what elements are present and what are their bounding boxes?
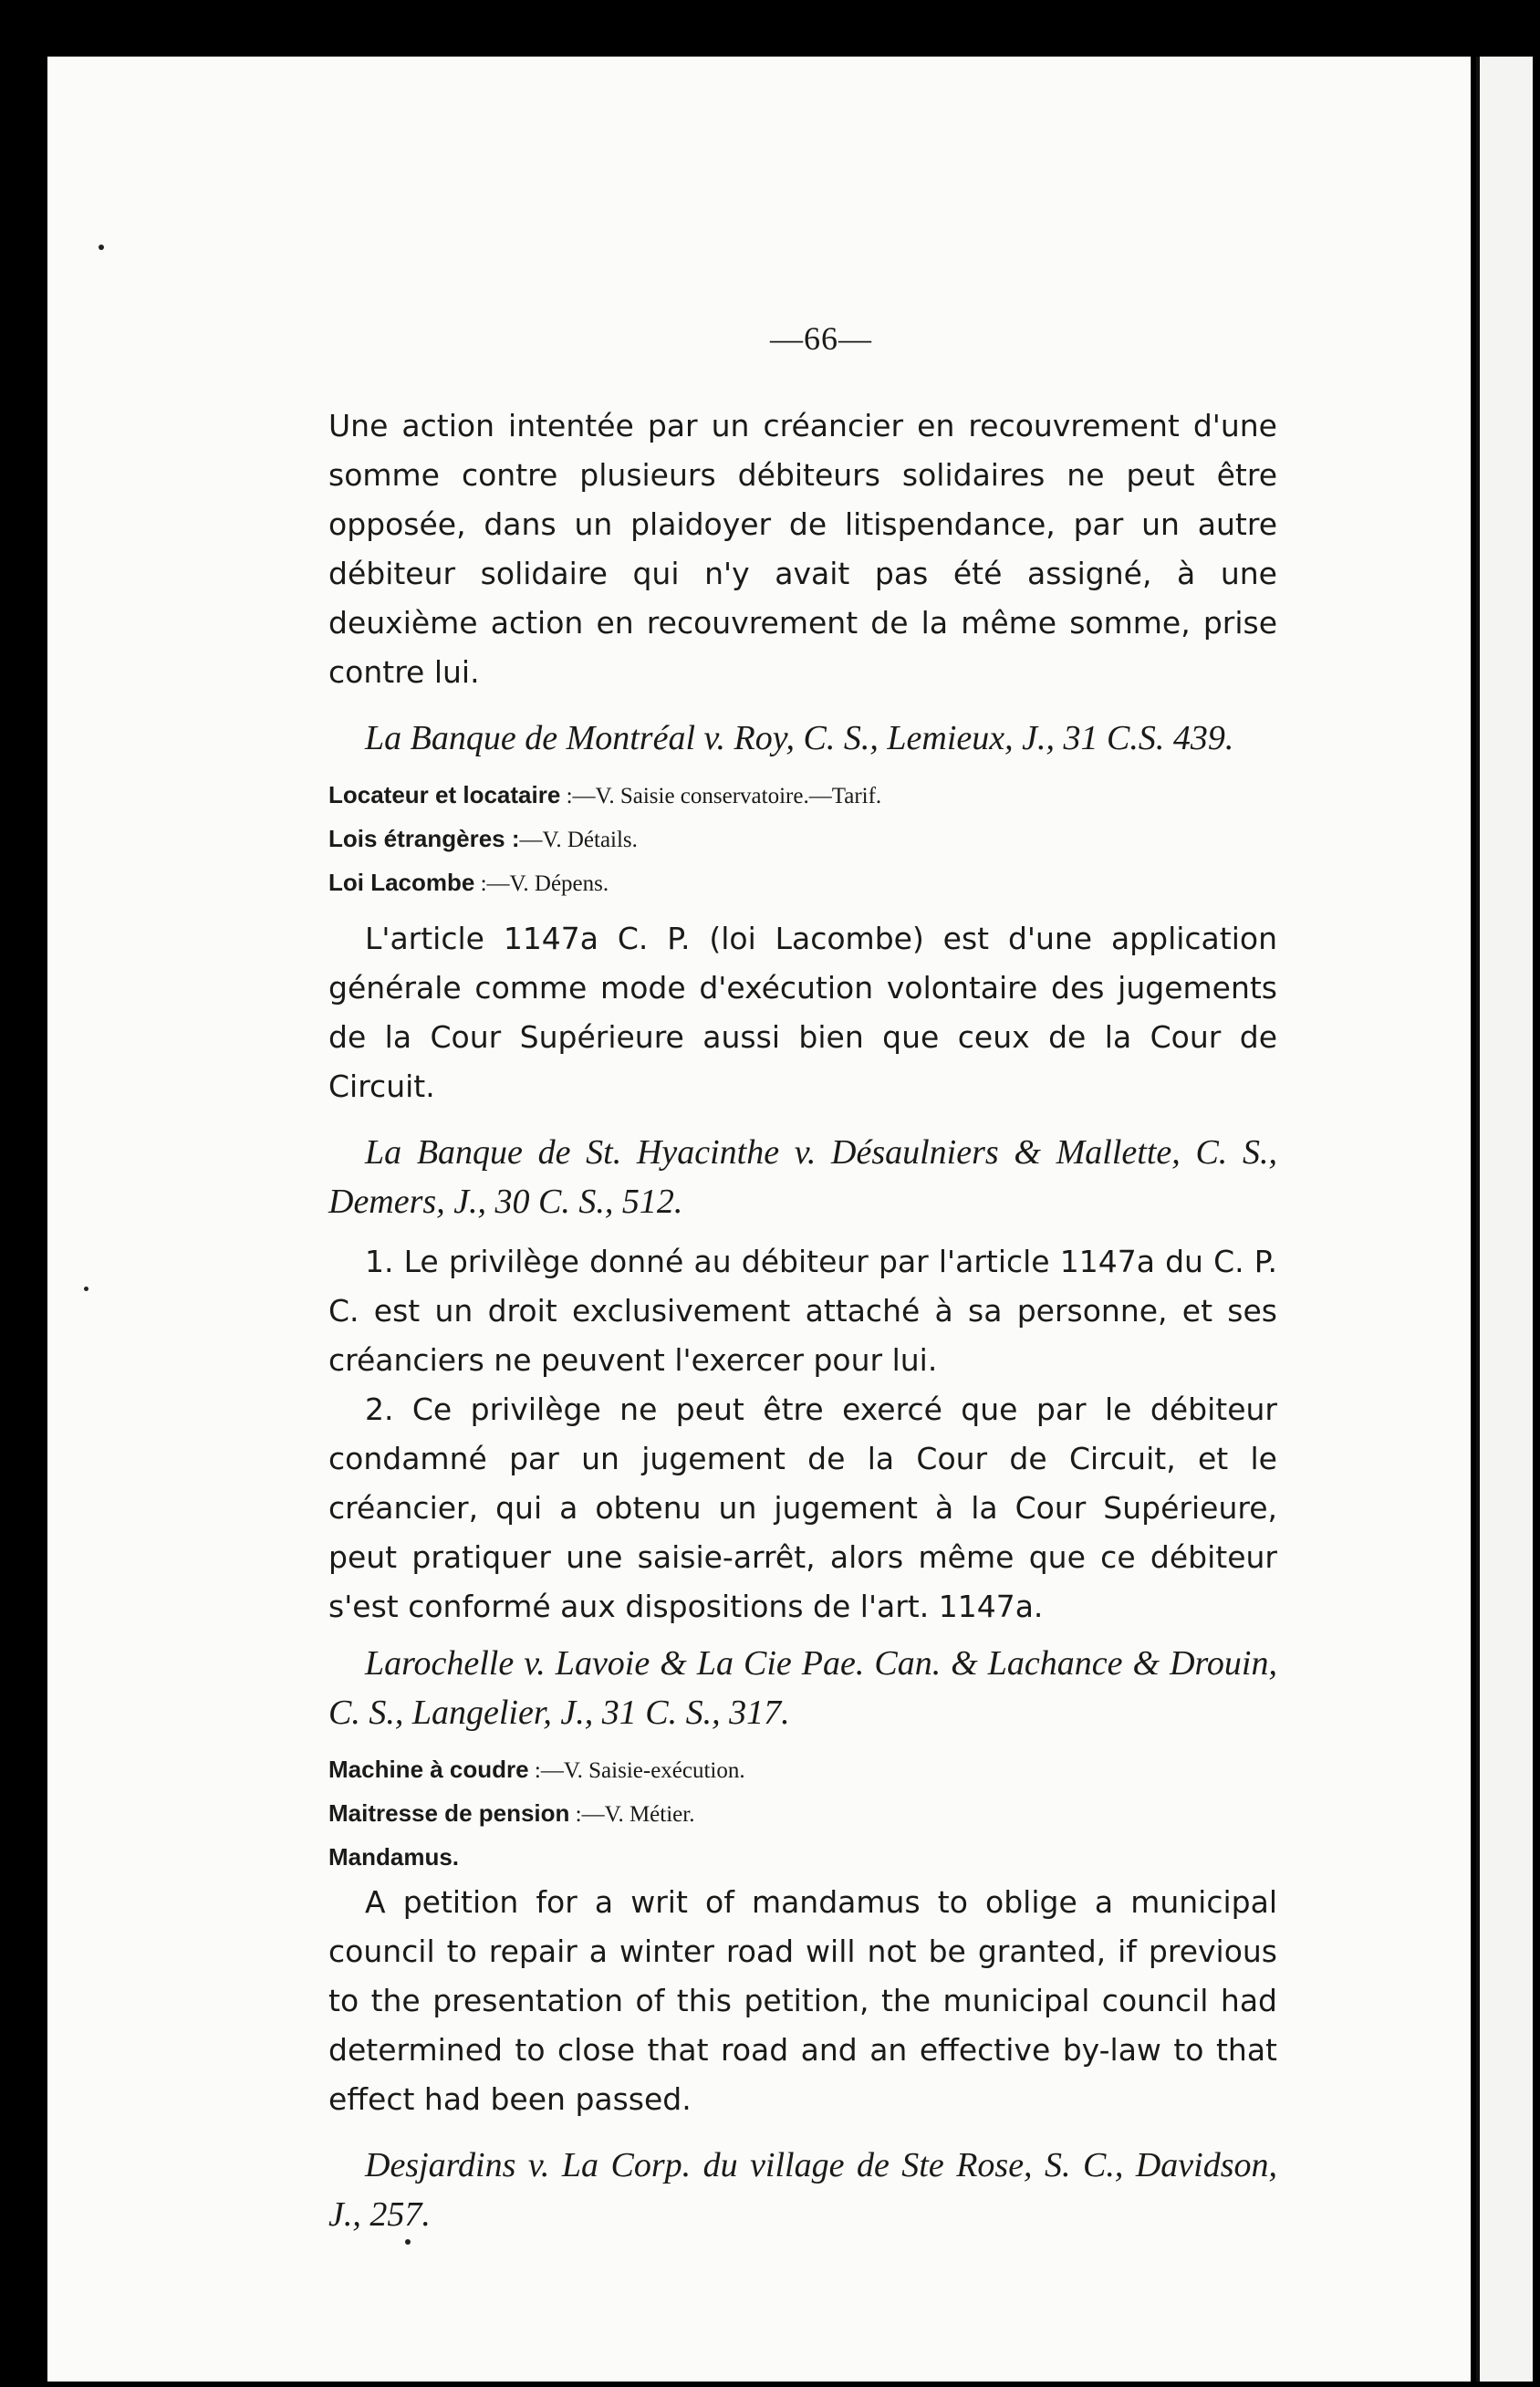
crossref-text: :—V. Saisie conservatoire.—Tarif.: [560, 784, 882, 808]
page-content: [328, 319, 1277, 2250]
citation-larochelle: Larochelle v. Lavoie & La Cie Pae. Can. & Lachance & Drouin, C. S., Langelier, J., 31 C. S., 317.: [328, 1644, 1277, 1732]
crossref-loi-lacombe: [328, 861, 1277, 905]
citation-banque-montreal: La Banque de Montréal v. Roy, C. S., Lemieux, J., 31 C.S. 439.: [365, 719, 1234, 757]
crossref-heading: Loi Lacombe: [328, 869, 475, 896]
page-number: —66—: [770, 320, 872, 357]
crossref-lois-etrangeres: [328, 818, 1277, 861]
crossref-maitresse-de-pension: [328, 1792, 1277, 1836]
numbered-item-2: 2. Ce privilège ne peut être exercé que par le débiteur condamné par un jugement de la Cour de Circuit, et le créancier, qui a obtenu un jugement à la Cour Supérieure, peut pratiquer une saisie-arrêt, alors même que ce débiteur s'est conformé aux dispositions de l'art. 1147a.: [328, 1392, 1277, 1624]
numbered-item-1: 1. Le privilège donné au débiteur par l'article 1147a du C. P. C. est un droit exclusivement attaché à sa personne, et ses créanciers ne peuvent l'exercer pour lui.: [328, 1244, 1277, 1378]
crossref-locateur: [328, 774, 1277, 818]
speck: [99, 245, 104, 250]
crossref-text: :—V. Dépens.: [474, 871, 609, 896]
paragraph-loi-lacombe: L'article 1147a C. P. (loi Lacombe) est d'une application générale comme mode d'exécution volontaire des jugements de la Cour Supérieure aussi bien que ceux de la Cour de Circuit.: [328, 921, 1277, 1104]
citation-banque-st-hyacinthe: La Banque de St. Hyacinthe v. Désaulniers & Mallette, C. S., Demers, J., 30 C. S., 512.: [328, 1133, 1277, 1221]
crossref-heading: Maitresse de pension: [328, 1799, 570, 1827]
speck: [84, 1287, 88, 1291]
adjacent-page-edge: [1476, 57, 1533, 2382]
crossref-text: :—V. Métier.: [569, 1802, 695, 1827]
crossref-machine-a-coudre: [328, 1748, 1277, 1792]
paragraph-mandamus: A petition for a writ of mandamus to oblige a municipal council to repair a winter road will not be granted, if previous to the presentation of this petition, the municipal council had determined to close that road and an effective by-law to that effect had been passed.: [328, 1884, 1277, 2117]
section-heading-mandamus: Mandamus.: [328, 1843, 460, 1871]
paragraph-litispendance: Une action intentée par un créancier en recouvrement d'une somme contre plusieurs débiteurs solidaires ne peut être opposée, dans un plaidoyer de litispendance, par un autre débiteur solidaire qui n'y avait pas été assigné, à une deuxième action en recouvrement de la même somme, prise contre lui.: [328, 408, 1277, 690]
crossref-heading: Locateur et locataire: [328, 781, 561, 808]
crossref-text: —V. Détails.: [519, 828, 638, 852]
crossref-text: :—V. Saisie-exécution.: [528, 1758, 745, 1783]
crossref-heading: Machine à coudre: [328, 1756, 529, 1783]
crossref-heading: Lois étrangères :: [328, 825, 520, 852]
citation-desjardins: Desjardins v. La Corp. du village de Ste Rose, S. C., Davidson, J., 257.: [328, 2146, 1277, 2234]
